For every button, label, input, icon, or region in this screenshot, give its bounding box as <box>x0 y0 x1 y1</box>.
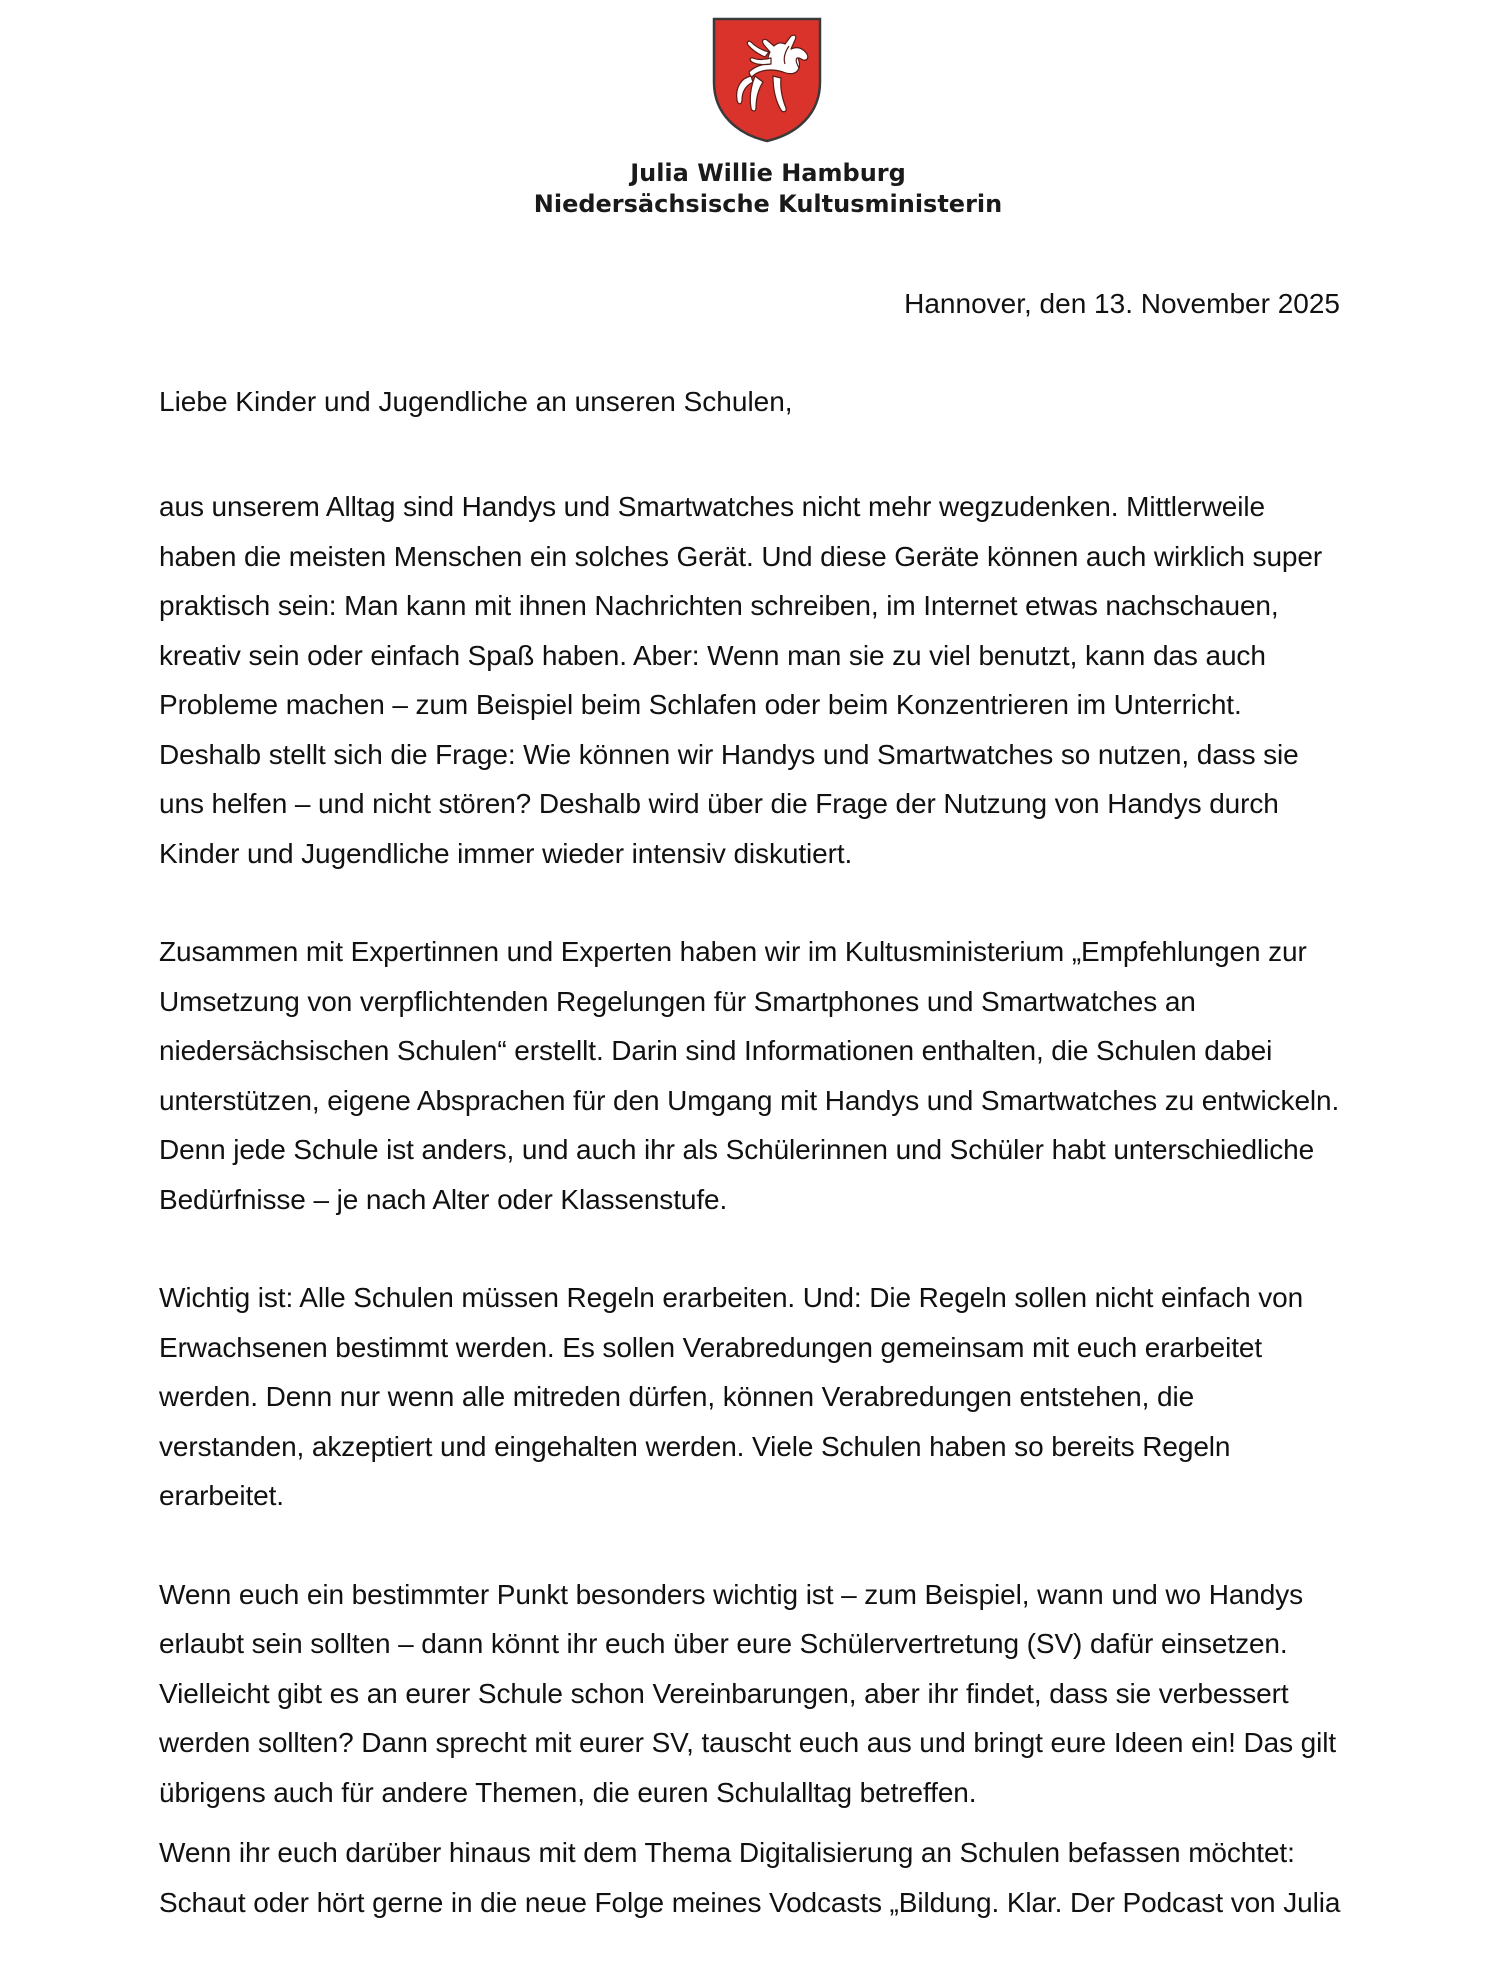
sender-title: Niedersächsische Kultusministerin <box>533 190 1003 218</box>
text-line: erarbeitet. <box>159 1480 284 1511</box>
paragraph <box>159 927 1399 1224</box>
text-line: uns helfen – und nicht stören? Deshalb wird über die Frage der Nutzung von Handys durch <box>159 788 1279 819</box>
letter-body <box>159 482 1399 1976</box>
text-line: aus unserem Alltag sind Handys und Smartwatches nicht mehr wegzudenken. Mittlerweile <box>159 491 1265 522</box>
text-line: haben die meisten Menschen ein solches Gerät. Und diese Geräte können auch wirklich super <box>159 540 1323 572</box>
text-line: Umsetzung von verpflichtenden Regelungen für Smartphones und Smartwatches an <box>159 985 1196 1017</box>
text-line: Probleme machen – zum Beispiel beim Schlafen oder beim Konzentrieren im Unterricht. <box>159 689 1242 720</box>
text-line: Wenn ihr euch darüber hinaus mit dem Thema Digitalisierung an Schulen befassen möchtet: <box>159 1837 1295 1868</box>
sender-name: Julia Willie Hamburg <box>630 159 906 187</box>
text-line: Denn jede Schule ist anders, und auch ihr als Schülerinnen und Schüler habt unterschiedliche <box>159 1134 1315 1165</box>
crest-shield <box>714 19 820 141</box>
sender-block <box>0 158 1506 220</box>
text-line: werden sollten? Dann sprecht mit eurer SV, tauscht euch aus und bringt eure Ideen ein! Das gilt <box>159 1727 1337 1758</box>
text-line: Bedürfnisse – je nach Alter oder Klassenstufe. <box>159 1183 728 1215</box>
text-line: Deshalb stellt sich die Frage: Wie können wir Handys und Smartwatches so nutzen, dass sie <box>159 738 1299 770</box>
lower-saxony-horse-crest-icon <box>711 16 823 144</box>
text-line: übrigens auch für andere Themen, die euren Schulalltag betreffen. <box>159 1776 977 1808</box>
text-line: werden. Denn nur wenn alle mitreden dürfen, können Verabredungen entstehen, die <box>159 1381 1195 1412</box>
paragraph <box>159 1273 1399 1521</box>
text-line: kreativ sein oder einfach Spaß haben. Aber: Wenn man sie zu viel benutzt, kann das auch <box>159 639 1266 671</box>
letter-salutation: Liebe Kinder und Jugendliche an unseren Schulen, <box>159 386 793 417</box>
paragraph <box>159 1570 1399 1818</box>
text-line: Wichtig ist: Alle Schulen müssen Regeln erarbeiten. Und: Die Regeln sollen nicht einfach von <box>159 1282 1304 1313</box>
text-line: Vielleicht gibt es an eurer Schule schon Vereinbarungen, aber ihr findet, dass sie verbessert <box>159 1677 1289 1709</box>
paragraph <box>159 1828 1399 1927</box>
text-line: Schaut oder hört gerne in die neue Folge meines Vodcasts „Bildung. Klar. Der Podcast von Julia <box>159 1886 1341 1918</box>
text-line: praktisch sein: Man kann mit ihnen Nachrichten schreiben, im Internet etwas nachschauen, <box>159 590 1279 621</box>
text-line: erlaubt sein sollten – dann könnt ihr euch über eure Schülervertretung (SV) dafür einsetzen. <box>159 1628 1288 1659</box>
letter-date: Hannover, den 13. November 2025 <box>904 288 1340 319</box>
text-line: Wenn euch ein bestimmter Punkt besonders wichtig ist – zum Beispiel, wann und wo Handys <box>159 1578 1304 1610</box>
text-line: Erwachsenen bestimmt werden. Es sollen Verabredungen gemeinsam mit euch erarbeitet <box>159 1331 1263 1363</box>
paragraph <box>159 482 1399 878</box>
text-line: niedersächsischen Schulen“ erstellt. Darin sind Informationen enthalten, die Schulen dabei <box>159 1035 1273 1066</box>
text-line: Zusammen mit Expertinnen und Experten haben wir im Kultusministerium „Empfehlungen zur <box>159 936 1307 967</box>
text-line: unterstützen, eigene Absprachen für den Umgang mit Handys und Smartwatches zu entwickeln. <box>159 1084 1340 1116</box>
text-line: verstanden, akzeptiert und eingehalten werden. Viele Schulen haben so bereits Regeln <box>159 1430 1231 1462</box>
text-line: Kinder und Jugendliche immer wieder intensiv diskutiert. <box>159 837 853 869</box>
